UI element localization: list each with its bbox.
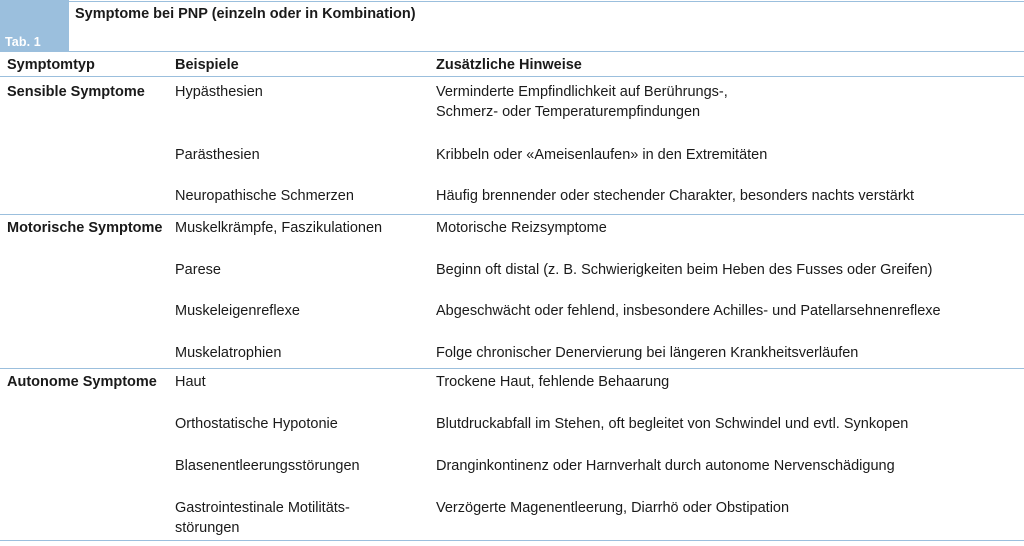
example-cell: Muskelatrophien xyxy=(175,345,282,361)
category-label: Motorische Symptome xyxy=(7,220,163,236)
header-symptomtyp: Symptomtyp xyxy=(7,57,95,73)
note-cell: Abgeschwächt oder fehlend, insbesondere Achilles- und Patellarsehnenreflexe xyxy=(436,303,941,319)
note-cell: Verzögerte Magenentleerung, Diarrhö oder Obstipation xyxy=(436,500,790,516)
header-hinweise: Zusätzliche Hinweise xyxy=(436,57,582,73)
table-label: Tab. 1 xyxy=(5,35,41,49)
title-top-rule xyxy=(69,1,1024,2)
note-cell: Beginn oft distal (z. B. Schwierigkeiten beim Heben des Fusses oder Greifen) xyxy=(436,262,933,278)
note-cell: Verminderte Empfindlichkeit auf Berührungs-, Schmerz- oder Temperaturempfindungen xyxy=(436,84,728,120)
title-rule xyxy=(69,51,1024,52)
note-cell: Dranginkontinenz oder Harnverhalt durch autonome Nervenschädigung xyxy=(436,458,895,474)
note-cell: Blutdruckabfall im Stehen, oft begleitet von Schwindel und evtl. Synkopen xyxy=(436,416,909,432)
table-title: Symptome bei PNP (einzeln oder in Kombination) xyxy=(75,6,416,22)
example-cell: Orthostatische Hypotonie xyxy=(175,416,338,432)
example-cell: Neuropathische Schmerzen xyxy=(175,188,354,204)
example-cell: Parese xyxy=(175,262,221,278)
header-beispiele: Beispiele xyxy=(175,57,239,73)
example-cell: Haut xyxy=(175,374,206,390)
table-label-box xyxy=(0,0,69,52)
category-label: Autonome Symptome xyxy=(7,374,157,390)
note-cell: Motorische Reizsymptome xyxy=(436,220,607,236)
note-cell: Trockene Haut, fehlende Behaarung xyxy=(436,374,670,390)
example-cell: Muskeleigenreflexe xyxy=(175,303,300,319)
group-divider xyxy=(0,368,1024,369)
group-divider xyxy=(0,540,1024,541)
note-cell: Folge chronischer Denervierung bei längeren Krankheitsverläufen xyxy=(436,345,859,361)
category-label: Sensible Symptome xyxy=(7,84,145,100)
note-cell: Häufig brennender oder stechender Charakter, besonders nachts verstärkt xyxy=(436,188,914,204)
group-divider xyxy=(0,214,1024,215)
note-cell: Kribbeln oder «Ameisenlaufen» in den Extremitäten xyxy=(436,147,768,163)
example-cell: Muskelkrämpfe, Faszikulationen xyxy=(175,220,383,236)
example-cell: Hypästhesien xyxy=(175,84,263,100)
header-rule xyxy=(0,76,1024,77)
example-cell: Gastrointestinale Motilitäts- störungen xyxy=(175,500,350,536)
example-cell: Parästhesien xyxy=(175,147,260,163)
example-cell: Blasenentleerungsstörungen xyxy=(175,458,360,474)
